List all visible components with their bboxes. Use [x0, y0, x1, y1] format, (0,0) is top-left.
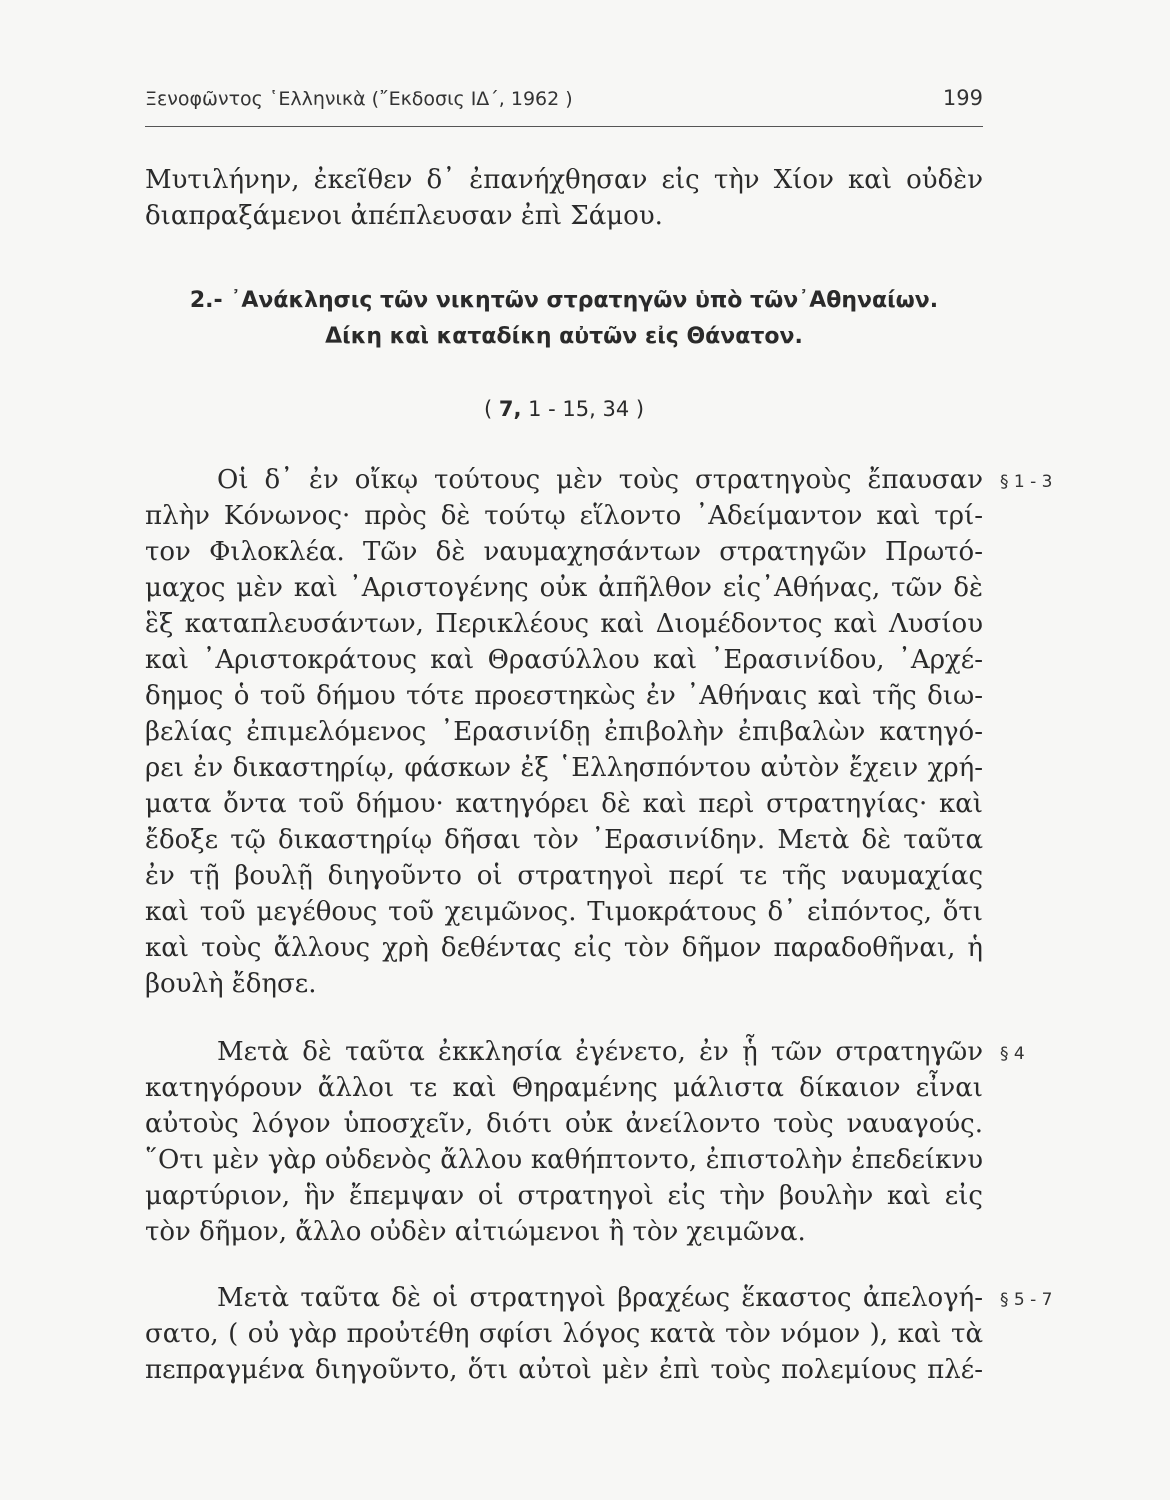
- reference-open-paren: (: [483, 397, 493, 421]
- reference-chapter: 7,: [498, 397, 522, 421]
- paragraph1-line-5: ἓξ καταπλευσάντων, Περικλέους καὶ Διομέδοντος καὶ Λυσίου: [145, 609, 983, 639]
- section-heading-line-2: Δίκη καὶ καταδίκη αὐτῶν εἰς Θάνατον.: [325, 324, 803, 349]
- running-title: Ξενοφῶντος ῾Ελληνικὰ (῎Εκδοσις ΙΔ΄, 1962 ): [145, 88, 573, 110]
- paragraph1-line-14: καὶ τοὺς ἄλλους χρὴ δεθέντας εἰς τὸν δῆμον παραδοθῆναι, ἡ: [145, 933, 983, 963]
- paragraph2-line-2: κατηγόρουν ἄλλοι τε καὶ Θηραμένης μάλιστα δίκαιον εἶναι: [145, 1073, 983, 1103]
- paragraph1-line-8: βελίας ἐπιμελόμενος ᾿Ερασινίδῃ ἐπιβολὴν ἐπιβαλὼν κατηγό-: [145, 717, 983, 747]
- paragraph1-line-7: δημος ὁ τοῦ δήμου τότε προεστηκὼς ἐν ᾿Αθήναις καὶ τῆς διω-: [145, 681, 983, 711]
- section-reference: [145, 394, 983, 424]
- paragraph1-line-15: βουλὴ ἔδησε.: [145, 969, 317, 999]
- page-number: 199: [942, 86, 983, 110]
- running-header: [145, 86, 983, 127]
- margin-note-3: § 5 - 7: [1000, 1290, 1053, 1310]
- paragraph1-line-4: μαχος μὲν καὶ ᾿Αριστογένης οὐκ ἀπῆλθον εἰς᾿Αθήνας, τῶν δὲ: [145, 573, 983, 603]
- paragraph1-line-3: τον Φιλοκλέα. Τῶν δὲ ναυμαχησάντων στρατηγῶν Πρωτό-: [145, 537, 983, 567]
- paragraph1-line-13: καὶ τοῦ μεγέθους τοῦ χειμῶνος. Τιμοκράτους δ᾿ εἰπόντος, ὅτι: [145, 897, 983, 927]
- paragraph1-line-6: καὶ ᾿Αριστοκράτους καὶ Θρασύλλου καὶ ᾿Ερασινίδου, ᾿Αρχέ-: [145, 645, 983, 675]
- margin-note-2: § 4: [1000, 1044, 1025, 1064]
- paragraph1-line-9: ρει ἐν δικαστηρίῳ, φάσκων ἐξ ῾Ελλησπόντου αὐτὸν ἔχειν χρή-: [145, 753, 983, 783]
- paragraph3-line-2: σατο, ( οὐ γὰρ προὐτέθη σφίσι λόγος κατὰ τὸν νόμον ), καὶ τὰ: [145, 1319, 983, 1349]
- paragraph1-line-1: Οἱ δ᾿ ἐν οἴκῳ τούτους μὲν τοὺς στρατηγοὺς ἔπαυσαν: [217, 465, 983, 495]
- paragraph2-line-4: ῞Οτι μὲν γὰρ οὐδενὸς ἄλλου καθήπτοντο, ἐπιστολὴν ἐπεδείκνυ: [145, 1145, 983, 1175]
- paragraph2-line-6: τὸν δῆμον, ἄλλο οὐδὲν αἰτιώμενοι ἢ τὸν χειμῶνα.: [145, 1217, 806, 1247]
- paragraph1-line-2: πλὴν Κόνωνος· πρὸς δὲ τούτῳ εἵλοντο ᾿Αδείμαντον καὶ τρί-: [145, 501, 983, 531]
- margin-note-1: § 1 - 3: [1000, 472, 1053, 492]
- intro-line-2: διαπραξάμενοι ἀπέπλευσαν ἐπὶ Σάμου.: [145, 201, 663, 231]
- paragraph2-line-1: Μετὰ δὲ ταῦτα ἐκκλησία ἐγένετο, ἐν ᾗ τῶν στρατηγῶν: [217, 1037, 983, 1067]
- paragraph2-line-3: αὐτοὺς λόγον ὑποσχεῖν, διότι οὐκ ἀνείλοντο τοὺς ναυαγούς.: [145, 1109, 983, 1139]
- reference-range: 1 - 15, 34 ): [528, 397, 645, 421]
- paragraph2-line-5: μαρτύριον, ἣν ἔπεμψαν οἱ στρατηγοὶ εἰς τὴν βουλὴν καὶ εἰς: [145, 1181, 983, 1211]
- section-heading-line-1: 2.- ᾿Ανάκλησις τῶν νικητῶν στρατηγῶν ὑπὸ τῶν᾿Αθηναίων.: [189, 288, 939, 313]
- paragraph3-line-3: πεπραγμένα διηγοῦντο, ὅτι αὐτοὶ μὲν ἐπὶ τοὺς πολεμίους πλέ-: [145, 1355, 983, 1385]
- paragraph1-line-10: ματα ὄντα τοῦ δήμου· κατηγόρει δὲ καὶ περὶ στρατηγίας· καὶ: [145, 789, 983, 819]
- paragraph3-line-1: Μετὰ ταῦτα δὲ οἱ στρατηγοὶ βραχέως ἕκαστος ἀπελογή-: [217, 1283, 983, 1313]
- paragraph1-line-11: ἔδοξε τῷ δικαστηρίῳ δῆσαι τὸν ᾿Ερασινίδην. Μετὰ δὲ ταῦτα: [145, 825, 983, 855]
- paragraph1-line-12: ἐν τῇ βουλῇ διηγοῦντο οἱ στρατηγοὶ περί τε τῆς ναυμαχίας: [145, 861, 983, 891]
- intro-line-1: Μυτιλήνην, ἐκεῖθεν δ᾿ ἐπανήχθησαν εἰς τὴν Χίον καὶ οὐδὲν: [145, 165, 983, 195]
